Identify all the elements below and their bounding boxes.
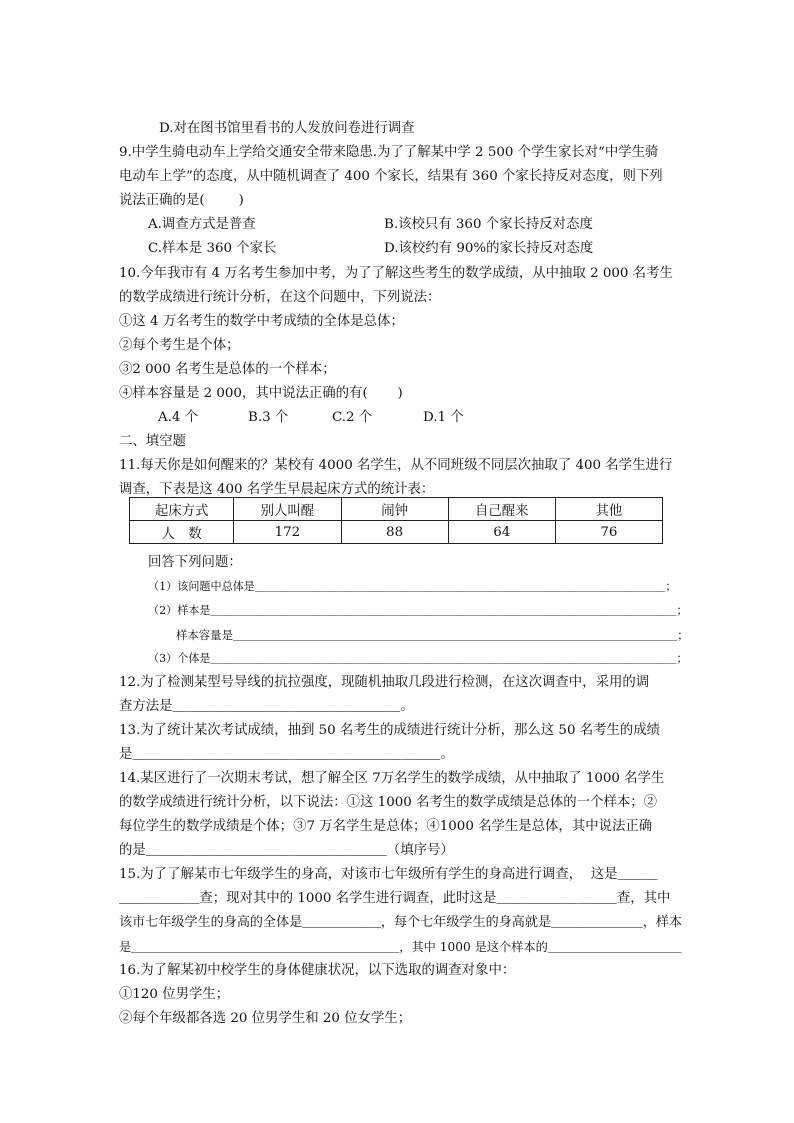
q16-statement-1: ①120 位男学生； xyxy=(119,987,230,1002)
q10-option-d: D.1 个 xyxy=(423,410,464,425)
q14-line-2: 的数学成绩进行统计分析，以下说法：①这 1000 名考生的数学成绩是总体的一个样本；② xyxy=(119,795,658,810)
q15-line-4: 是＿＿＿＿＿＿＿＿＿＿＿＿＿＿＿＿＿＿＿＿＿＿，其中 1000 是这个样本的＿＿＿＿＿＿＿＿＿＿＿ xyxy=(119,940,682,954)
q9-option-d: D.该校约有 90%的家长持反对态度 xyxy=(384,241,594,256)
q14-line-3: 每位学生的数学成绩是个体；③7 万名学生是总体；④1000 名学生是总体，其中说法正确 xyxy=(119,819,653,834)
table-header-cell: 闹钟 xyxy=(341,498,448,521)
q16-line-1: 16.为了解某初中校学生的身体健康状况，以下选取的调查对象中： xyxy=(119,963,516,978)
q10-statement-3: ③2 000 名考生是总体的一个样本； xyxy=(119,362,336,377)
q12-line-2: 查方法是＿＿＿＿＿＿＿＿＿＿＿＿＿＿＿＿＿。 xyxy=(119,699,414,714)
table-header-row xyxy=(130,498,663,521)
q9-option-c: C.样本是 360 个家长 xyxy=(148,241,277,256)
q10-statement-4: ④样本容量是 2 000，其中说法正确的有( ) xyxy=(119,386,403,401)
wake-up-stats-table xyxy=(129,497,663,544)
q12-line-1: 12.为了检测某型号导线的抗拉强度，现随机抽取几段进行检测，在这次调查中，采用的调 xyxy=(119,675,650,690)
q15-line-1: 15.为了了解某市七年级学生的身高，对该市七年级所有学生的身高进行调查， 这是＿＿＿ xyxy=(119,867,658,882)
table-header-cell: 起床方式 xyxy=(130,498,234,521)
q15-line-3: 该市七年级学生的身高的全体是＿＿＿＿＿＿，每个七年级学生的身高就是＿＿＿＿＿＿＿，样本 xyxy=(119,915,683,930)
table-cell: 64 xyxy=(448,521,555,544)
q14-line-1: 14.某区进行了一次期末考试，想了解全区 7万名学生的数学成绩，从中抽取了 1000 名学生 xyxy=(119,771,665,786)
q16-statement-2: ②每个年级都各选 20 位男学生和 20 位女学生； xyxy=(119,1011,412,1026)
q11-part-1: （1）该问题中总体是＿＿＿＿＿＿＿＿＿＿＿＿＿＿＿＿＿＿＿＿＿＿＿＿＿＿＿＿＿＿＿＿＿＿＿＿＿； xyxy=(148,580,677,593)
q13-line-1: 13.为了统计某次考试成绩，抽到 50 名考生的成绩进行统计分析，那么这 50 名考生的成绩 xyxy=(119,723,661,738)
q11-answer-intro: 回答下列问题： xyxy=(148,555,242,570)
q11-line-1: 11.每天你是如何醒来的？某校有 4000 名学生，从不同班级不同层次抽取了 400 名学生进行 xyxy=(119,458,673,473)
q10-line-1: 10.今年我市有 4 万名考生参加中考，为了了解这些考生的数学成绩，从中抽取 2 000 名考生 xyxy=(119,266,673,281)
q13-line-2: 是＿＿＿＿＿＿＿＿＿＿＿＿＿＿＿＿＿＿＿＿＿＿＿。 xyxy=(119,747,454,762)
q10-option-a: A.4 个 xyxy=(158,410,199,425)
table-header-cell: 其他 xyxy=(555,498,662,521)
q9-option-b: B.该校只有 360 个家长持反对态度 xyxy=(384,217,593,232)
q9-line-2: 电动车上学”的态度，从中随机调查了 400 个家长，结果有 360 个家长持反对态度，则下列 xyxy=(119,169,663,184)
q10-option-c: C.2 个 xyxy=(332,410,373,425)
table-header-cell: 别人叫醒 xyxy=(234,498,341,521)
section-title-fill-in: 二、填空题 xyxy=(119,434,186,449)
q10-option-b: B.3 个 xyxy=(248,410,289,425)
q9-line-1: 9.中学生骑电动车上学给交通安全带来隐患.为了了解某中学 2 500 个学生家长对“中学生骑 xyxy=(119,145,659,160)
table-cell: 88 xyxy=(341,521,448,544)
q11-part-2-sample-size: 样本容量是＿＿＿＿＿＿＿＿＿＿＿＿＿＿＿＿＿＿＿＿＿＿＿＿＿＿＿＿＿＿＿＿＿＿＿＿＿＿＿； xyxy=(176,628,689,642)
q11-part-3: （3）个体是＿＿＿＿＿＿＿＿＿＿＿＿＿＿＿＿＿＿＿＿＿＿＿＿＿＿＿＿＿＿＿＿＿＿＿＿＿＿＿＿＿＿； xyxy=(148,652,688,665)
q9-line-3: 说法正确的是( ) xyxy=(119,193,244,208)
table-cell: 人 数 xyxy=(130,521,234,544)
table-cell: 172 xyxy=(234,521,341,544)
q8-option-d: D.对在图书馆里看书的人发放问卷进行调查 xyxy=(159,121,415,136)
q10-line-2: 的数学成绩进行统计分析，在这个问题中，下列说法： xyxy=(119,290,441,305)
q9-option-a: A.调查方式是普查 xyxy=(148,217,256,232)
q14-line-4: 的是＿＿＿＿＿＿＿＿＿＿＿＿＿＿＿＿＿＿（填序号） xyxy=(119,843,454,858)
table-header-cell: 自己醒来 xyxy=(448,498,555,521)
table-row xyxy=(130,521,663,544)
q11-part-2: （2）样本是＿＿＿＿＿＿＿＿＿＿＿＿＿＿＿＿＿＿＿＿＿＿＿＿＿＿＿＿＿＿＿＿＿＿＿＿＿＿＿＿＿＿； xyxy=(148,604,688,617)
q11-line-2: 调查，下表是这 400 名学生早晨起床方式的统计表： xyxy=(119,482,435,497)
table-cell: 76 xyxy=(555,521,662,544)
q10-statement-2: ②每个考生是个体； xyxy=(119,338,240,353)
q15-line-2: ＿＿＿＿＿＿查；现对其中的 1000 名学生进行调查，此时这是＿＿＿＿＿＿＿＿＿查，其中 xyxy=(119,891,671,906)
q10-statement-1: ①这 4 万名考生的数学中考成绩的全体是总体； xyxy=(119,314,404,329)
